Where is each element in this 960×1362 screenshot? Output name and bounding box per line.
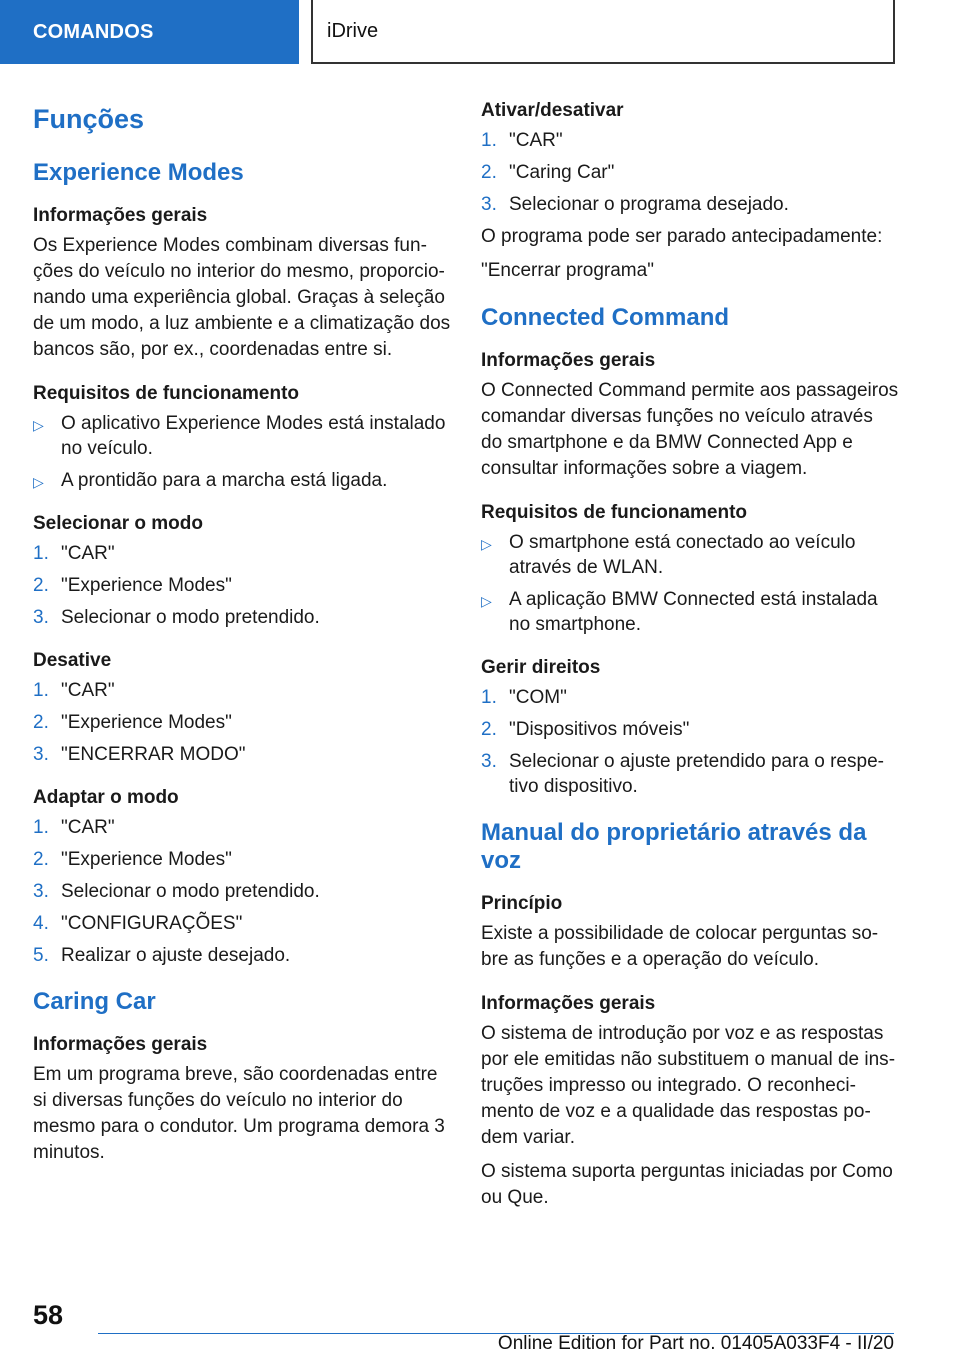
adapt-mode-heading: Adaptar o modo (33, 787, 179, 808)
triangle-bullet-icon: ▷ (481, 536, 492, 552)
voice-manual-title: Manual do proprietário através da voz (481, 819, 867, 874)
edition-note: Online Edition for Part no. 01405A033F4 - II/20 (497, 1333, 894, 1354)
experience-modes-title: Experience Modes (33, 159, 244, 186)
list-item (33, 879, 451, 904)
adapt-mode-section (33, 787, 451, 968)
list-item-text: "ENCERRAR MODO" (61, 744, 246, 765)
list-item-text: "Experience Modes" (61, 712, 232, 733)
step-number: 2. (481, 719, 497, 740)
adapt-mode-steps (33, 815, 451, 968)
left-column (33, 96, 451, 1186)
deactivate-section (33, 650, 451, 767)
list-item-text: "Experience Modes" (61, 575, 232, 596)
list-item-text: Selecionar o programa desejado. (509, 194, 789, 215)
list-item (33, 573, 451, 598)
deactivate-steps (33, 678, 451, 767)
connected-req-heading: Requisitos de funcionamento (481, 502, 748, 523)
connected-req-section (481, 502, 899, 637)
list-item (33, 847, 451, 872)
list-item-text: Realizar o ajuste desejado. (61, 945, 291, 966)
list-item-text: "CAR" (61, 817, 115, 838)
step-number: 1. (481, 130, 497, 151)
list-item (33, 468, 451, 493)
list-item-text: Selecionar o ajuste pretendido para o respetivo dispositivo. (509, 751, 884, 797)
list-item-text: "CAR" (61, 680, 115, 701)
list-item-text: "Experience Modes" (61, 849, 232, 870)
list-item (481, 128, 899, 153)
step-number: 1. (33, 817, 49, 838)
list-item (33, 605, 451, 630)
rights-section (481, 657, 899, 799)
deactivate-heading: Desative (33, 650, 112, 671)
activate-heading: Ativar/desativar (481, 100, 624, 121)
step-number: 3. (33, 607, 49, 628)
right-column (481, 100, 899, 1231)
experience-info-text: Os Experience Modes combinam diversas funções do veículo no interior do mesmo, proporcionando uma experiência global. Graças à seleção de um modo, a luz ambiente e a climatização dos bancos são, por ex., coordenadas entre si. (33, 235, 451, 360)
list-item (481, 160, 899, 185)
page-number: 58 (33, 1300, 64, 1330)
list-item-text: "COM" (509, 687, 567, 708)
step-number: 2. (33, 575, 49, 596)
voice-info-heading: Informações gerais (481, 993, 656, 1014)
list-item (481, 717, 899, 742)
list-item (33, 742, 451, 767)
step-number: 2. (33, 712, 49, 733)
voice-info-text-2: O sistema suporta perguntas iniciadas por Como ou Que. (481, 1161, 893, 1208)
activate-text-2: "Encerrar programa" (481, 260, 654, 281)
list-item (33, 541, 451, 566)
list-item-text: "Dispositivos móveis" (509, 719, 690, 740)
step-number: 1. (33, 543, 49, 564)
voice-info-text: O sistema de introdução por voz e as respostas por ele emitidas não substituem o manual de instruções impresso ou integrado. O reconhecimento de voz e a qualidade das respostas podem variar. (481, 1023, 896, 1148)
list-item-text: O aplicativo Experience Modes está instalado no veículo. (61, 413, 446, 459)
activate-section (481, 100, 899, 284)
connected-info-heading: Informações gerais (481, 350, 656, 371)
caring-info-heading: Informações gerais (33, 1034, 208, 1055)
list-item (33, 943, 451, 968)
list-item (481, 685, 899, 710)
triangle-bullet-icon: ▷ (33, 474, 44, 490)
step-number: 2. (33, 849, 49, 870)
voice-principle-heading: Princípio (481, 893, 563, 914)
step-number: 3. (481, 194, 497, 215)
list-item (33, 815, 451, 840)
experience-req-heading: Requisitos de funcionamento (33, 383, 300, 404)
list-item-text: "CONFIGURAÇÕES" (61, 913, 243, 934)
rights-steps (481, 685, 899, 799)
connected-command-title: Connected Command (481, 304, 730, 331)
select-mode-section (33, 513, 451, 630)
step-number: 2. (481, 162, 497, 183)
list-item (481, 749, 899, 799)
step-number: 1. (481, 687, 497, 708)
main-title: Funções (33, 104, 145, 134)
connected-req-list (481, 530, 899, 637)
experience-req-section (33, 383, 451, 493)
list-item-text: "Caring Car" (509, 162, 615, 183)
step-number: 1. (33, 680, 49, 701)
step-number: 5. (33, 945, 49, 966)
chapter-title-text: iDrive (327, 19, 379, 42)
select-mode-heading: Selecionar o modo (33, 513, 203, 534)
step-number: 3. (481, 751, 497, 772)
list-item (481, 192, 899, 217)
step-number: 3. (33, 744, 49, 765)
list-item-text: A prontidão para a marcha está ligada. (61, 470, 388, 491)
caring-info-text: Em um programa breve, são coordenadas entre si diversas funções do veículo no interior do mesmo para o condutor. Um programa demora 3 minutos. (33, 1064, 445, 1163)
list-item (481, 587, 899, 637)
step-number: 3. (33, 881, 49, 902)
select-mode-steps (33, 541, 451, 630)
experience-info-heading: Informações gerais (33, 205, 208, 226)
rights-heading: Gerir direitos (481, 657, 601, 678)
connected-info-section (481, 350, 899, 482)
chapter-title (311, 0, 895, 64)
list-item (481, 530, 899, 580)
experience-info-section (33, 205, 451, 363)
activate-text-1: O programa pode ser parado antecipadamente: (481, 226, 883, 247)
activate-steps (481, 128, 899, 217)
triangle-bullet-icon: ▷ (33, 417, 44, 433)
list-item (33, 678, 451, 703)
voice-principle-text: Existe a possibilidade de colocar perguntas sobre as funções e a operação do veículo. (481, 923, 879, 970)
list-item (33, 911, 451, 936)
list-item-text: Selecionar o modo pretendido. (61, 881, 320, 902)
section-tab: COMANDOS (0, 0, 299, 64)
triangle-bullet-icon: ▷ (481, 593, 492, 609)
list-item-text: Selecionar o modo pretendido. (61, 607, 320, 628)
list-item (33, 710, 451, 735)
list-item-text: "CAR" (509, 130, 563, 151)
caring-car-title: Caring Car (33, 988, 156, 1015)
experience-req-list (33, 411, 451, 493)
voice-info-section (481, 993, 899, 1211)
voice-principle-section (481, 893, 899, 973)
step-number: 4. (33, 913, 49, 934)
caring-info-section (33, 1034, 451, 1166)
connected-info-text: O Connected Command permite aos passageiros comandar diversas funções no veículo através do smartphone e da BMW Connected App e consultar informações sobre a viagem. (481, 380, 899, 479)
list-item-text: "CAR" (61, 543, 115, 564)
list-item-text: O smartphone está conectado ao veículo através de WLAN. (509, 532, 856, 578)
list-item-text: A aplicação BMW Connected está instalada no smartphone. (509, 589, 878, 635)
list-item (33, 411, 451, 461)
